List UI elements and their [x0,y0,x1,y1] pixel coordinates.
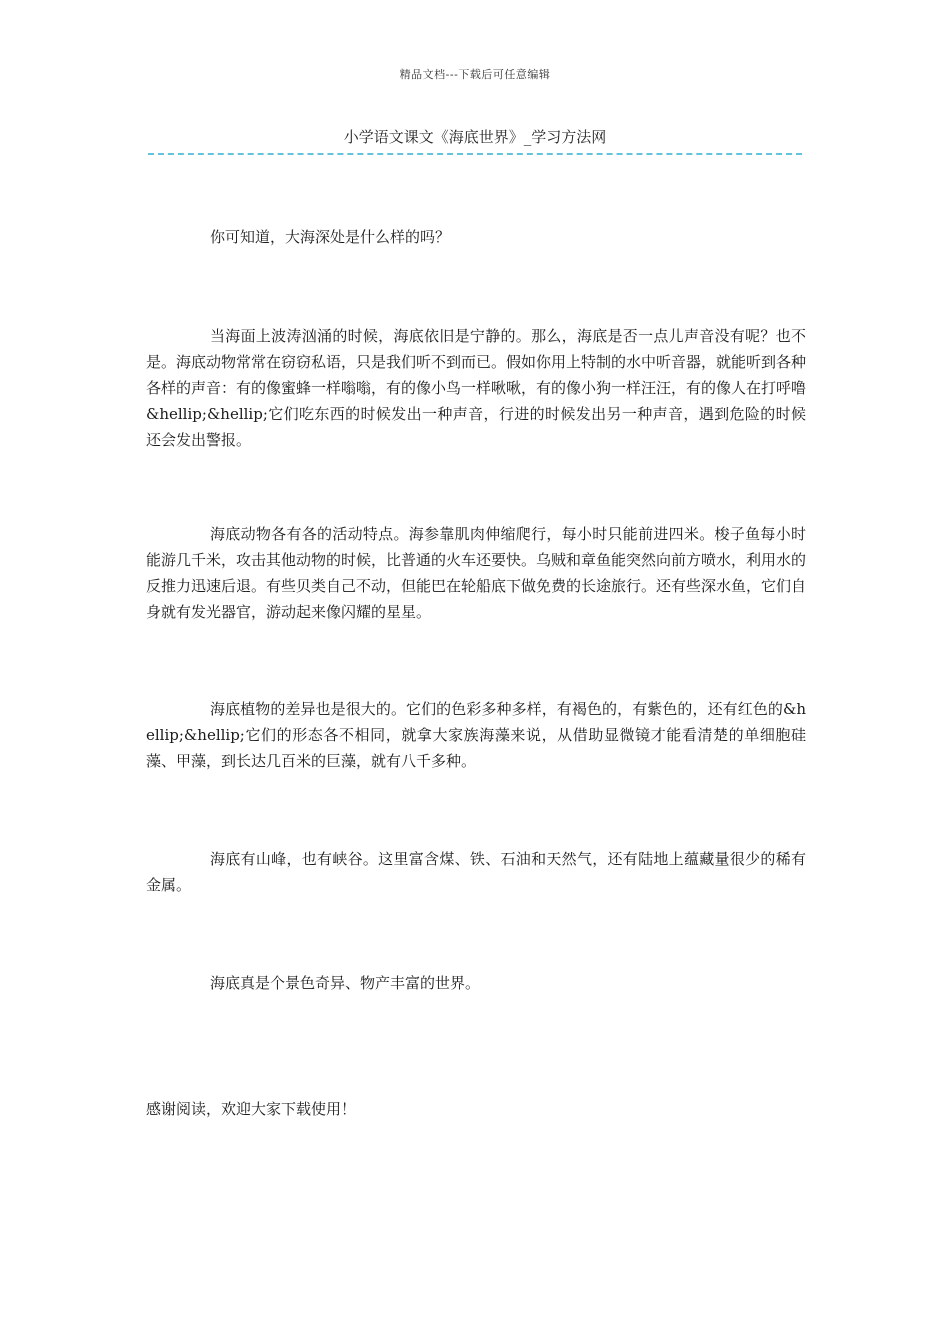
paragraph-plants: 海底植物的差异也是很大的。它们的色彩多种多样，有褐色的，有紫色的，还有红色的&hellip;&hellip;它们的形态各不相同，就拿大家族海藻来说，从借助显微镜才能看清楚的单细胞硅藻、甲藻，到长达几百米的巨藻，就有八千多种。 [146,700,806,770]
page-header-note: 精品文档---下载后可任意编辑 [399,68,551,81]
paragraph-conclusion: 海底真是个景色奇异、物产丰富的世界。 [210,974,481,992]
paragraph-sounds: 当海面上波涛汹涌的时候，海底依旧是宁静的。那么，海底是否一点儿声音没有呢？也不是。海底动物常常在窃窃私语，只是我们听不到而已。假如你用上特制的水中听音器，就能听到各种各样的声音：有的像蜜蜂一样嗡嗡，有的像小鸟一样啾啾，有的像小狗一样汪汪，有的像人在打呼噜&hellip;&hellip;它们吃东西的时候发出一种声音，行进的时候发出另一种声音，遇到危险的时候还会发出警报。 [146,327,807,449]
paragraph-terrain: 海底有山峰，也有峡谷。这里富含煤、铁、石油和天然气，还有陆地上蕴藏量很少的稀有金属。 [146,850,806,894]
closing-note: 感谢阅读，欢迎大家下载使用！ [146,1100,357,1118]
paragraph-intro: 你可知道，大海深处是什么样的吗？ [210,228,451,246]
title-divider [148,153,802,155]
paragraph-animals: 海底动物各有各的活动特点。海参靠肌肉伸缩爬行，每小时只能前进四米。梭子鱼每小时能游几千米，攻击其他动物的时候，比普通的火车还要快。乌贼和章鱼能突然向前方喷水，利用水的反推力迅速后退。有些贝类自己不动，但能巴在轮船底下做免费的长途旅行。还有些深水鱼，它们自身就有发光器官，游动起来像闪耀的星星。 [146,525,807,621]
document-title: 小学语文课文《海底世界》_学习方法网 [343,128,607,146]
